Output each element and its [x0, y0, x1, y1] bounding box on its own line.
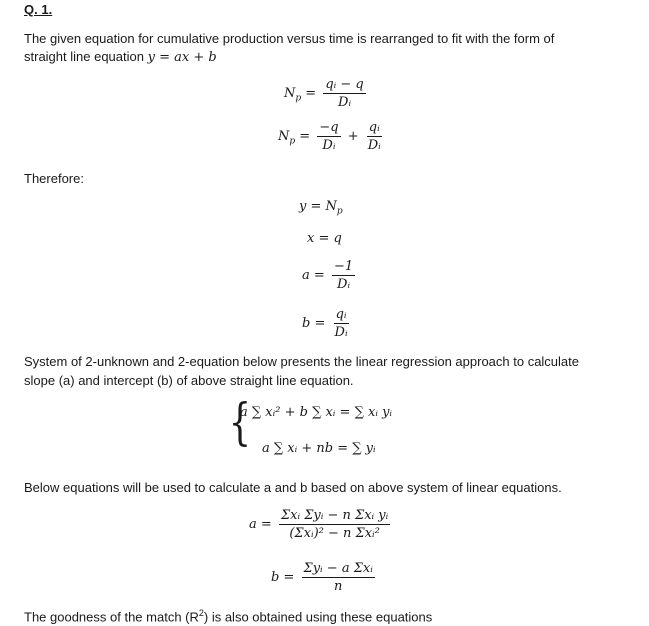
numerator: qᵢ — [335, 307, 347, 322]
b-symbol: b — [271, 570, 280, 585]
denominator: (Σxᵢ)² − n Σxᵢ² — [289, 526, 380, 541]
below-text: Below equations will be used to calculate a and b based on above system of linear equations. — [24, 480, 562, 495]
fraction — [302, 561, 375, 594]
equals-sign: = — [314, 316, 326, 331]
plus-sign: + — [347, 129, 359, 144]
equation-x — [307, 231, 342, 246]
q-symbol: q — [333, 231, 342, 246]
page-heading: Q. 1. — [24, 2, 53, 17]
np-symbol: $N_p$ — [278, 129, 296, 147]
numerator: −1 — [333, 259, 354, 274]
system-line-2: slope (a) and intercept (b) of above straight line equation. — [24, 373, 354, 388]
intro-line-2-text: straight line equation — [24, 49, 144, 64]
fraction — [333, 307, 350, 340]
denominator: Dᵢ — [322, 138, 336, 153]
system-equation-2: a ∑ xᵢ + nb = ∑ yᵢ — [262, 441, 376, 456]
np-symbol: $N_p$ — [284, 86, 302, 104]
therefore-label: Therefore: — [24, 171, 84, 186]
fraction — [366, 120, 383, 153]
fraction — [332, 259, 355, 292]
numerator: Σyᵢ − a Σxᵢ — [303, 561, 373, 576]
y-symbol: y — [299, 199, 307, 214]
equation-b — [302, 307, 353, 340]
numerator: Σxᵢ Σyᵢ − n Σxᵢ yᵢ — [280, 508, 389, 523]
equation-np-2 — [278, 120, 386, 153]
numerator: qᵢ − q — [325, 77, 364, 92]
a-symbol: a — [302, 268, 310, 283]
intro-line-2 — [24, 47, 217, 67]
equals-sign: = — [299, 129, 311, 144]
fraction — [323, 77, 365, 110]
denominator: Dᵢ — [338, 95, 352, 110]
denominator: n — [334, 579, 343, 594]
equation-y — [299, 199, 343, 217]
left-brace: { — [228, 393, 252, 451]
np-symbol: $N_p$ — [325, 199, 343, 217]
numerator: −q — [319, 120, 339, 135]
equals-sign: = — [310, 199, 322, 214]
a-symbol: a — [249, 517, 257, 532]
numerator: qᵢ — [368, 120, 380, 135]
intro-line-1: The given equation for cumulative production versus time is rearranged to fit with the form of — [24, 31, 555, 46]
equals-sign: = — [260, 517, 272, 532]
fraction — [317, 120, 340, 153]
goodness-text: The goodness of the match $(R^2)$ is also obtained using these equations — [24, 608, 433, 625]
equals-sign: = — [318, 231, 330, 246]
denominator: Dᵢ — [334, 325, 348, 340]
straight-line-equation: y = ax + b — [147, 50, 217, 65]
equation-np-1 — [284, 77, 369, 110]
b-symbol: b — [302, 316, 311, 331]
equals-sign: = — [313, 268, 325, 283]
equals-sign: = — [283, 570, 295, 585]
equals-sign: = — [305, 86, 317, 101]
denominator: Dᵢ — [367, 138, 381, 153]
x-symbol: x — [307, 231, 315, 246]
equation-calc-a — [249, 508, 393, 541]
denominator: Dᵢ — [337, 277, 351, 292]
system-line-1: System of 2-unknown and 2-equation below presents the linear regression approach to calculate — [24, 354, 580, 369]
fraction — [279, 508, 390, 541]
system-equation-1: a ∑ xᵢ² + b ∑ xᵢ = ∑ xᵢ yᵢ — [240, 405, 393, 420]
equation-calc-b — [271, 561, 378, 594]
equation-a — [302, 259, 358, 292]
